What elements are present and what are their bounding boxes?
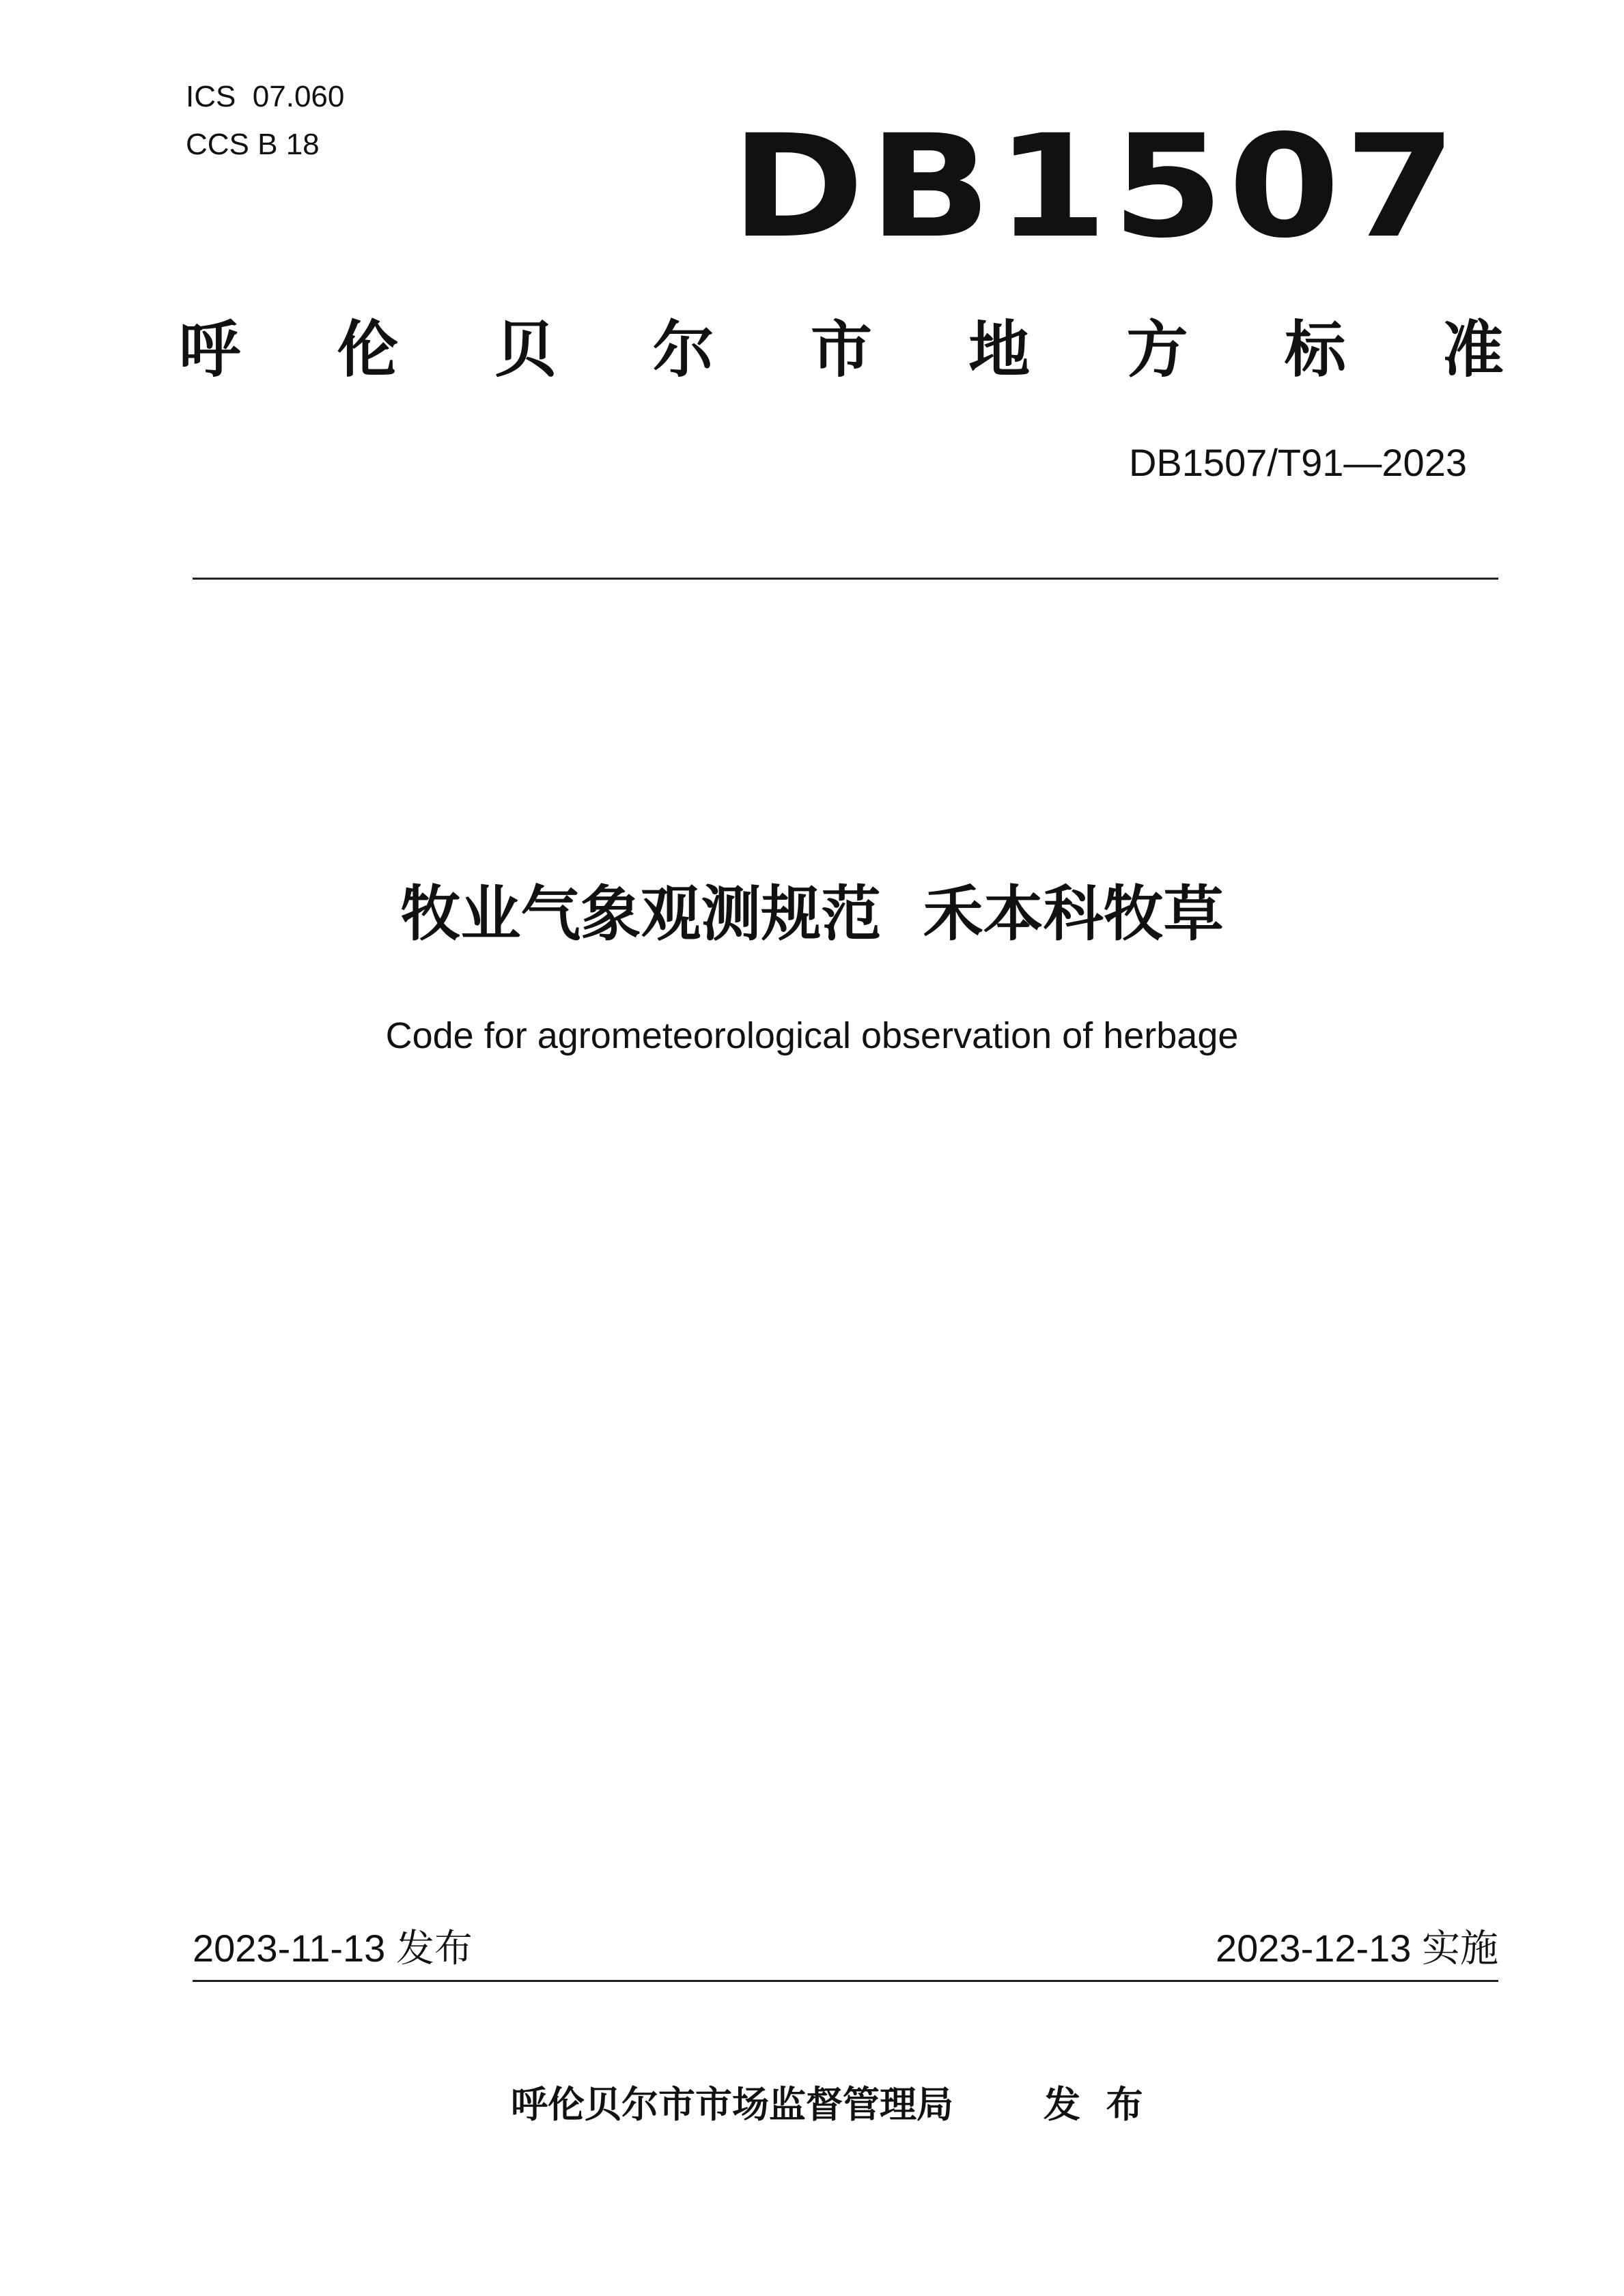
standard-type-char: 市	[811, 314, 872, 386]
issuing-authority: 呼伦贝尔市市场监督管理局	[511, 2083, 953, 2126]
standard-type-char: 标	[1284, 314, 1346, 386]
ccs-code: CCS B 18	[186, 128, 320, 161]
standard-type-char: 地	[968, 314, 1031, 386]
standard-type-char: 准	[1442, 314, 1504, 386]
ics-code: ICS 07.060	[186, 80, 345, 113]
standard-type-char: 尔	[652, 314, 714, 386]
standard-type-char: 呼	[179, 314, 240, 386]
title-chinese: 牧业气象观测规范 禾本科牧草	[400, 879, 1224, 949]
issue-date: 2023-11-13 发布	[193, 1927, 473, 1970]
title-english: Code for agrometeorological observation of herbage	[385, 1015, 1239, 1056]
standard-type-char: 伦	[337, 314, 399, 386]
standard-type-char: 方	[1126, 314, 1188, 386]
bottom-divider	[193, 1980, 1498, 1982]
top-divider	[193, 578, 1498, 580]
standard-code-logo: DB1507	[731, 104, 1461, 270]
implementation-date: 2023-12-13 实施	[1215, 1927, 1498, 1970]
standard-number: DB1507/T91—2023	[1128, 441, 1467, 484]
publish-label: 发 布	[1044, 2083, 1143, 2126]
standard-type-heading	[179, 314, 1504, 386]
standard-type-char: 贝	[494, 314, 557, 386]
